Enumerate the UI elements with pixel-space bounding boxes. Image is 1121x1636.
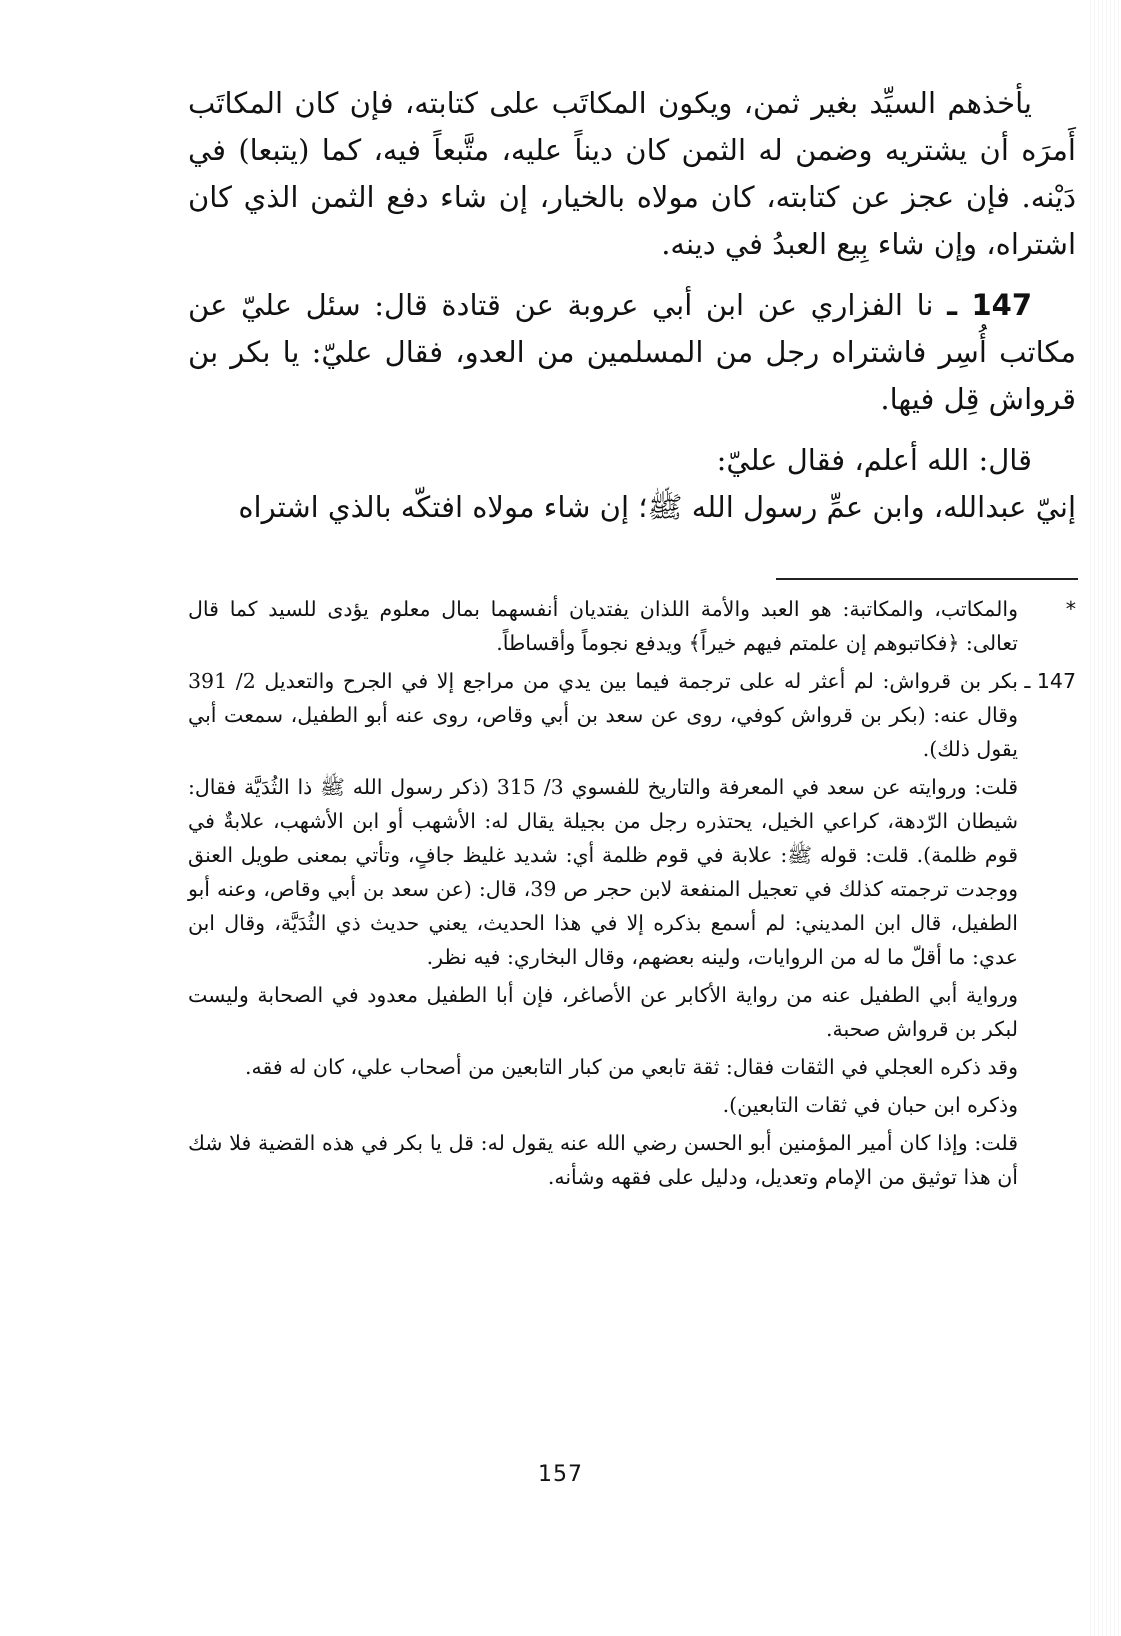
footnotes bbox=[188, 592, 1076, 1198]
footnote-marker: 147 ـ bbox=[1024, 669, 1076, 693]
scan-edge-texture bbox=[1087, 0, 1121, 1636]
footnote-paragraph: وذكره ابن حبان في ثقات التابعين). bbox=[722, 1093, 1018, 1117]
footnote-star bbox=[188, 592, 1076, 664]
main-paragraph: إنيّ عبدالله، وابن عمِّ رسول الله ﷺ؛ إن شاء مولاه افتكّه بالذي اشتراه bbox=[238, 490, 1076, 524]
hadith-text: نا الفزاري عن ابن أبي عروبة عن قتادة قال: سئل عليّ عن مكاتب أُسِر فاشتراه رجل من المسلمين من العدو، فقال عليّ: يا بكر بن قرواش قِل فيها. bbox=[188, 288, 1076, 416]
footnote-paragraph: ورواية أبي الطفيل عنه من رواية الأكابر عن الأصاغر، فإن أبا الطفيل معدود في الصحابة وليست لبكر بن قرواش صحبة. bbox=[188, 983, 1018, 1041]
main-text bbox=[188, 80, 1076, 545]
footnote-paragraph: وقد ذكره العجلي في الثقات فقال: ثقة تابعي من كبار التابعين من أصحاب علي، كان له فقه. bbox=[244, 1055, 1018, 1079]
footnote-text: والمكاتب، والمكاتبة: هو العبد والأمة اللذان يفتديان أنفسهما بمال معلوم يؤدى للسيد كما قال تعالى: ﴿فكاتبوهم إن علمتم فيهم خيراً﴾ ويدفع نجوماً وأقساطاً. bbox=[188, 597, 1018, 655]
footnote-separator bbox=[776, 578, 1078, 580]
footnote-paragraph: قلت: وروايته عن سعد في المعرفة والتاريخ للفسوي 3/ 315 (ذكر رسول الله ﷺ ذا الثُدَيَّة فقال: شيطان الرّدهة، كراعي الخيل، يحتذره رجل من بجيلة يقال له: الأشهب أو ابن الأشهب، علابةٌ في قوم ظلمة). قلت: قوله ﷺ: علابة في قوم ظلمة أي: شديد غليظ جافٍ، وتأتي بمعنى طويل العنق ووجدت ترجمته كذلك في تعجيل المنفعة لابن حجر ص 39، قال: (عن سعد بن أبي وقاص، وعنه أبو الطفيل، قال ابن المديني: لم أسمع بذكره إلا في هذا الحديث، يعني حديث ذي الثُدَيَّة، وقال ابن عدي: ما أقلّ ما له من الروايات، ولينه بعضهم، وقال البخاري: فيه نظر. bbox=[188, 775, 1018, 969]
page-number: 157 bbox=[538, 1462, 583, 1487]
footnote-147 bbox=[188, 664, 1076, 770]
footnote-marker: * bbox=[1065, 597, 1076, 621]
main-paragraph: يأخذهم السيِّد بغير ثمن، ويكون المكاتَب على كتابته، فإن كان المكاتَب أَمرَه أن يشتريه وضمن له الثمن كان ديناً عليه، متَّبعاً فيه، كما (يتبعا) في دَيْنه. فإن عجز عن كتابته، كان مولاه بالخيار، إن شاء دفع الثمن الذي كان اشتراه، وإن شاء بِيع العبدُ في دينه. bbox=[188, 86, 1076, 261]
main-paragraph: قال: الله أعلم، فقال عليّ: bbox=[716, 443, 1032, 477]
hadith-number: 147 ـ bbox=[947, 288, 1033, 322]
footnote-text: بكر بن قرواش: لم أعثر له على ترجمة فيما بين يدي من مراجع إلا في الجرح والتعديل 2/ 391 وقال عنه: (بكر بن قرواش كوفي، روى عن سعد بن أبي وقاص، روى عنه أبو الطفيل، سمعت أبي يقول ذلك). bbox=[188, 669, 1018, 761]
footnote-147-continued bbox=[188, 770, 1018, 1194]
footnote-paragraph: قلت: وإذا كان أمير المؤمنين أبو الحسن رضي الله عنه يقول له: قل يا بكر في هذه القضية فلا شك أن هذا توثيق من الإمام وتعديل، ودليل على فقهه وشأنه. bbox=[188, 1131, 1018, 1189]
hadith-147-paragraph bbox=[188, 282, 1076, 423]
